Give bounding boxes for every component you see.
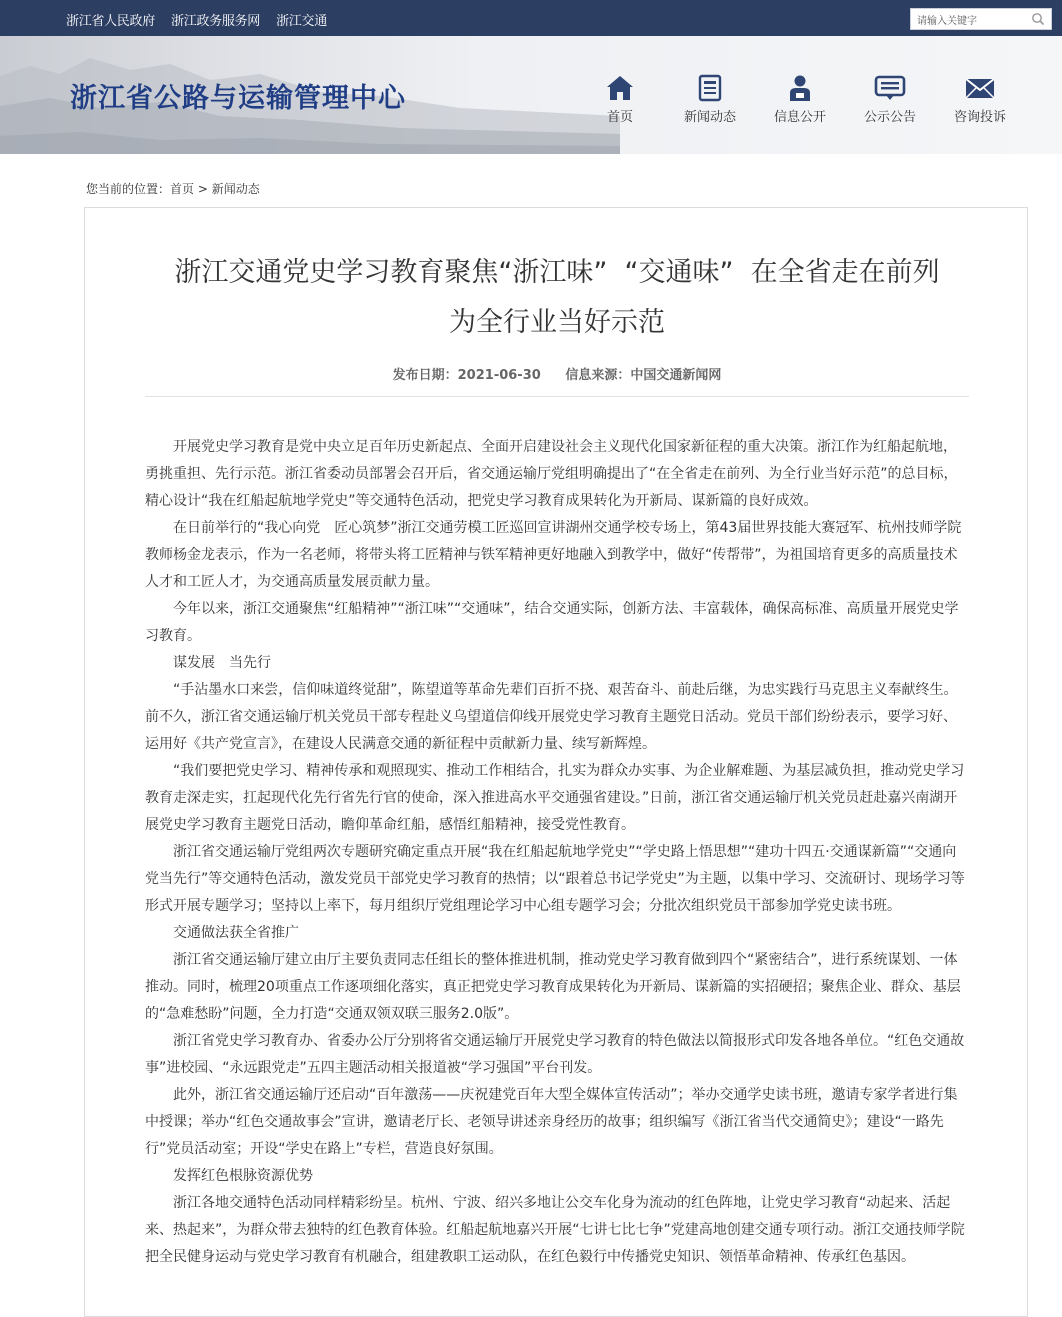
link-zhejiang-gov[interactable]: 浙江省人民政府 [66,14,155,29]
person-icon [785,74,815,102]
article-paragraph: 此外，浙江省交通运输厅还启动“百年激荡——庆祝建党百年大型全媒体宣传活动”；举办交通学史读书班，邀请专家学者进行集中授课；举办“红色交通故事会”宣讲，邀请老厅长、老领导讲述亲身经历的故事；组织编写《浙江省当代交通简史》；建设“一路先行”党员活动室；开设“学史在路上”专栏，营造良好氛围。 [145,1087,958,1157]
top-bar [0,0,1062,36]
article-paragraph: “我们要把党史学习、精神传承和观照现实、推动工作相结合，扎实为群众办实事、为企业解难题、为基层减负担，推动党史学习教育走深走实，扛起现代化先行省先行官的使命，深入推进高水平交通强省建设。”日前，浙江省交通运输厅机关党员赶赴嘉兴南湖开展党史学习教育主题党日活动，瞻仰革命红船，感悟红船精神，接受党性教育。 [145,763,965,833]
nav-notice[interactable] [860,74,920,125]
nav-contact-label: 咨询投诉 [953,110,1006,125]
nav-home-label: 首页 [606,110,633,125]
article-meta [85,364,1029,383]
section-heading: 交通做法获全省推广 [173,925,299,941]
breadcrumb [86,180,260,197]
article-paragraph: 开展党史学习教育是党中央立足百年历史新起点、全面开启建设社会主义现代化国家新征程的重大决策。浙江作为红船起航地，勇挑重担、先行示范。浙江省委动员部署会召开后，省交通运输厅党组明确提出了“在全省走在前列、为全行业当好示范”的总目标，精心设计“我在红船起航地学党史”等交通特色活动，把党史学习教育成果转化为开新局、谋新篇的良好成效。 [145,439,958,509]
breadcrumb-home[interactable]: 首页 [170,182,195,196]
site-title[interactable]: 浙江省公路与运输管理中心 [70,83,406,114]
search-box [910,8,1052,30]
notice-icon [874,74,906,102]
article-paragraph: 在日前举行的“我心向党 匠心筑梦”浙江交通劳模工匠巡回宣讲湖州交通学校专场上，第43届世界技能大赛冠军、杭州技师学院教师杨金龙表示，作为一名老师，将带头将工匠精神与铁军精神更好地融入到教学中，做好“传帮带”，为祖国培育更多的高质量技术人才和工匠人才，为交通高质量发展贡献力量。 [145,520,962,590]
search-input[interactable] [917,13,1027,31]
section-heading: 发挥红色根脉资源优势 [173,1168,313,1184]
article-paragraph: 浙江各地交通特色活动同样精彩纷呈。杭州、宁波、绍兴多地让公交车化身为流动的红色阵地，让党史学习教育“动起来、活起来、热起来”，为群众带去独特的红色教育体验。红船起航地嘉兴开展“七讲七比七争”党建高地创建交通专项行动。浙江交通技师学院把全民健身运动与党史学习教育有机融合，组建教职工运动队，在红色毅行中传播党史知识、领悟革命精神、传承红色基因。 [145,1195,965,1265]
article-title-line-2: 为全行业当好示范 [449,307,665,338]
home-icon [605,74,635,102]
mail-icon [964,74,996,102]
title-divider [145,396,969,397]
section-heading: 谋发展 当先行 [173,655,271,671]
nav-news-label: 新闻动态 [683,110,736,125]
publish-date: 发布日期：2021-06-30 [392,368,541,383]
top-links [66,10,339,29]
breadcrumb-prefix: 您当前的位置： [86,182,171,196]
article-title-line-1: 浙江交通党史学习教育聚焦“浙江味” “交通味” 在全省走在前列 [174,257,940,288]
nav-news[interactable] [680,74,740,125]
article-title [85,248,1029,348]
link-zhejiang-service[interactable]: 浙江政务服务网 [171,14,260,29]
breadcrumb-separator: > [194,182,212,196]
article-paragraph: 今年以来，浙江交通聚焦“红船精神”“浙江味”“交通味”，结合交通实际，创新方法、丰富载体，确保高标准、高质量开展党史学习教育。 [145,601,959,644]
article-paragraph: 浙江省交通运输厅建立由厅主要负责同志任组长的整体推进机制，推动党史学习教育做到四个“紧密结合”，进行系统谋划、一体推动。同时，梳理20项重点工作逐项细化落实，真正把党史学习教育成果转化为开新局、谋新篇的实招硬招；聚焦企业、群众、基层的“急难愁盼”问题，全力打造“交通双领双联三服务2.0版”。 [145,952,961,1022]
nav-info[interactable] [770,74,830,125]
site-header [0,36,1062,154]
breadcrumb-current[interactable]: 新闻动态 [211,182,260,196]
article-body [145,434,969,1271]
nav-notice-label: 公示公告 [863,110,916,125]
article-paragraph: 浙江省党史学习教育办、省委办公厅分别将省交通运输厅开展党史学习教育的特色做法以简报形式印发各地各单位。“红色交通故事”进校园、“永远跟党走”五四主题活动相关报道被“学习强国”平台刊发。 [145,1033,965,1076]
link-zhejiang-transport[interactable]: 浙江交通 [276,14,327,29]
article-paragraph: 浙江省交通运输厅党组两次专题研究确定重点开展“我在红船起航地学党史”“学史路上悟思想”“建功十四五·交通谋新篇”“交通向党当先行”等交通特色活动，激发党员干部党史学习教育的热情；以“跟着总书记学党史”为主题，以集中学习、交流研讨、现场学习等形式开展专题学习；坚持以上率下，每月组织厅党组理论学习中心组专题学习会；分批次组织党员干部参加学党史读书班。 [145,844,965,914]
news-icon [695,74,725,102]
info-source: 信息来源：中国交通新闻网 [565,368,722,383]
nav-info-label: 信息公开 [773,110,826,125]
nav-contact[interactable] [950,74,1010,125]
article-paragraph: “手沾墨水口来尝，信仰味道终觉甜”，陈望道等革命先辈们百折不挠、艰苦奋斗、前赴后继，为忠实践行马克思主义奉献终生。前不久，浙江省交通运输厅机关党员干部专程赴义乌望道信仰线开展党史学习教育主题党日活动。党员干部们纷纷表示，要学习好、运用好《共产党宣言》，在建设人民满意交通的新征程中贡献新力量、续写新辉煌。 [145,682,958,752]
article-card [84,207,1028,1317]
nav-home[interactable] [590,74,650,125]
search-icon[interactable] [1031,12,1045,26]
